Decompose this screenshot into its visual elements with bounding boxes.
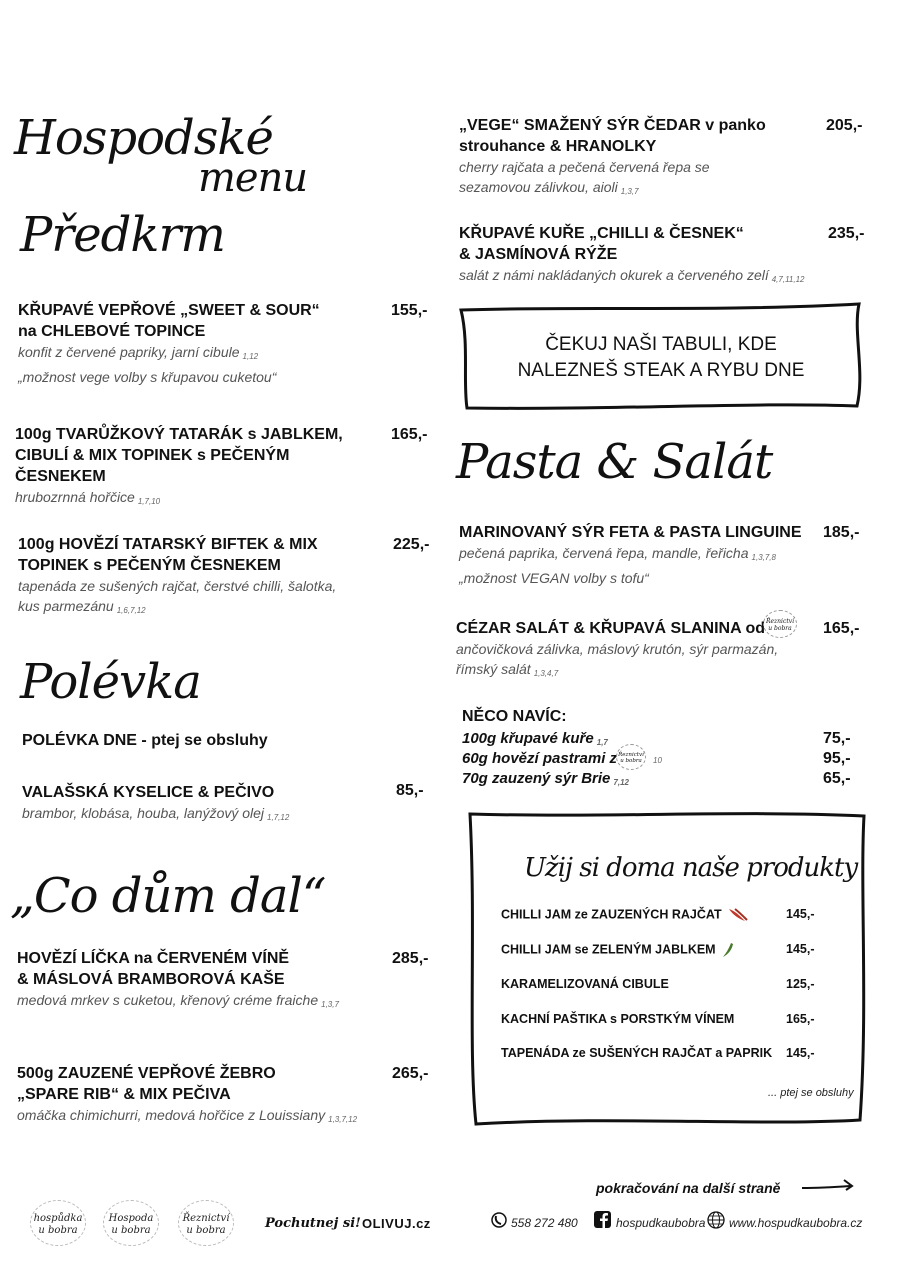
dish-description: sezamovou zálivkou, aioli 1,3,7: [459, 179, 639, 196]
menu-title-line1: Hospodské: [14, 110, 273, 166]
dish-name-line: VALAŠSKÁ KYSELICE & PEČIVO: [22, 784, 275, 801]
dish-name-line: CIBULÍ & MIX TOPINEK s PEČENÝM: [15, 447, 290, 464]
product-item: CHILLI JAM se ZELENÝM JABLKEM: [501, 942, 735, 958]
chili-icon: [721, 942, 735, 958]
footer-phone[interactable]: 558 272 480: [511, 1216, 578, 1230]
dish-name-line: KŘUPAVÉ KUŘE „CHILLI & ČESNEK“: [459, 225, 744, 242]
dish-description: kus parmezánu 1,6,7,12: [18, 598, 146, 615]
dish-price: 285,-: [392, 950, 429, 967]
product-price: 145,-: [786, 907, 815, 921]
dish-price: 165,-: [391, 426, 428, 443]
phone-icon: [491, 1212, 507, 1228]
dish-price: 185,-: [823, 524, 860, 541]
arrow-right-icon: [800, 1176, 856, 1194]
logo-reznictvi-u-bobra: Řeznictví u bobra: [178, 1200, 234, 1246]
extras-title: NĚCO NAVÍC:: [462, 708, 567, 725]
dish-price: 165,-: [823, 620, 860, 637]
extra-allergens: 10: [653, 756, 662, 765]
product-price: 145,-: [786, 1046, 815, 1060]
product-price: 125,-: [786, 977, 815, 991]
dish-name-line: MARINOVANÝ SÝR FETA & PASTA LINGUINE: [459, 524, 802, 541]
dish-description: salát z námi nakládaných okurek a červeného zelí 4,7,11,12: [459, 267, 805, 284]
product-price: 145,-: [786, 942, 815, 956]
extra-price: 95,-: [823, 750, 851, 767]
product-item: TAPENÁDA ze SUŠENÝCH RAJČAT a PAPRIK: [501, 1046, 773, 1060]
dish-description: římský salát 1,3,4,7: [456, 661, 559, 678]
dish-polevka-1: [22, 730, 268, 751]
dish-predkrm-3: [18, 534, 336, 621]
footer-facebook[interactable]: hospudkaubobra: [616, 1216, 706, 1230]
dish-name-line: ČESNEKEM: [15, 468, 106, 485]
board-line: ČEKUJ NAŠI TABULI, KDE: [545, 334, 777, 355]
dish-right-1: [459, 115, 766, 202]
dish-description: cherry rajčata a pečená červená řepa se: [459, 159, 710, 175]
dish-price: 155,-: [391, 302, 428, 319]
butcher-badge-logo: Řeznictví u bobra: [616, 744, 646, 770]
dish-name-line: 500g ZAUZENÉ VEPŘOVÉ ŽEBRO: [17, 1065, 276, 1082]
products-note: ... ptej se obsluhy: [768, 1087, 854, 1099]
logo-pochutnej-si: Pochutnej si!: [265, 1216, 361, 1231]
facebook-icon: [594, 1211, 611, 1228]
dish-name-line: POLÉVKA DNE - ptej se obsluhy: [22, 732, 268, 749]
dish-name-line: & JASMÍNOVÁ RÝŽE: [459, 246, 618, 263]
dish-name-line: & MÁSLOVÁ BRAMBOROVÁ KAŠE: [17, 971, 285, 988]
globe-icon: [707, 1211, 725, 1229]
dish-name-line: CÉZAR SALÁT & KŘUPAVÁ SLANINA od: [456, 620, 766, 637]
dish-name-line: KŘUPAVÉ VEPŘOVÉ „SWEET & SOUR“: [18, 302, 320, 319]
butcher-badge-logo: Řeznictví u bobra: [763, 610, 797, 638]
dish-price: 225,-: [393, 536, 430, 553]
dish-name-line: 100g HOVĚZÍ TATARSKÝ BIFTEK & MIX: [18, 536, 318, 553]
extra-item: 100g křupavé kuře 1,7: [462, 730, 608, 747]
dish-description: tapenáda ze sušených rajčat, čerstvé chilli, šalotka,: [18, 578, 337, 594]
product-item: CHILLI JAM ze ZAUZENÝCH RAJČAT: [501, 907, 749, 923]
dish-description: „možnost VEGAN volby s tofu“: [459, 570, 649, 586]
dish-price: 85,-: [396, 782, 424, 799]
continue-note: pokračování na další straně: [596, 1180, 781, 1196]
dish-polevka-2: [22, 782, 289, 828]
product-item: KACHNÍ PAŠTIKA s PORSTKÝM VÍNEM: [501, 1012, 735, 1026]
extra-item: 70g zauzený sýr Brie 7,12: [462, 770, 629, 787]
dish-predkrm-2: [15, 424, 343, 512]
products-title: Užij si doma naše produkty: [524, 853, 858, 883]
dish-name-line: na CHLEBOVÉ TOPINCE: [18, 323, 206, 340]
dish-description: medová mrkev s cuketou, křenový créme fraiche 1,3,7: [17, 992, 339, 1009]
dish-description: konfit z červené papriky, jarní cibule 1,12: [18, 344, 259, 361]
dish-name-line: „SPARE RIB“ & MIX PEČIVA: [17, 1086, 231, 1103]
footer-web[interactable]: www.hospudkaubobra.cz: [729, 1216, 863, 1230]
menu-title-line2: menu: [198, 155, 308, 201]
section-pasta-salat: Pasta & Salát: [456, 434, 773, 490]
chili-icon: [727, 907, 749, 923]
board-notice: [455, 332, 867, 384]
dish-price: 235,-: [828, 225, 865, 242]
dish-description: brambor, klobása, houba, lanýžový olej 1,7,12: [22, 805, 290, 822]
dish-co-dum-dal-1: [17, 948, 339, 1015]
dish-name-line: HOVĚZÍ LÍČKA na ČERVENÉM VÍNĚ: [17, 950, 290, 967]
dish-right-2: [459, 223, 805, 290]
dish-description: omáčka chimichurri, medová hořčice z Louissiany 1,3,7,12: [17, 1107, 358, 1124]
extra-price: 75,-: [823, 730, 851, 747]
dish-name-line: strouhance & HRANOLKY: [459, 138, 657, 155]
product-price: 165,-: [786, 1012, 815, 1026]
dish-pasta-2: [456, 618, 778, 684]
product-item: KARAMELIZOVANÁ CIBULE: [501, 977, 669, 991]
logo-hospudka-u-bobra: hospůdka u bobra: [30, 1200, 86, 1246]
dish-description: „možnost vege volby s křupavou cuketou“: [18, 369, 277, 385]
dish-name-line: „VEGE“ SMAŽENÝ SÝR ČEDAR v panko: [459, 117, 766, 134]
dish-pasta-1: [459, 522, 802, 588]
section-co-dum-dal: „Co dům dal“: [10, 868, 326, 924]
dish-price: 205,-: [826, 117, 863, 134]
dish-description: ančovičková zálivka, máslový krutón, sýr parmazán,: [456, 641, 779, 657]
section-predkrm: Předkrm: [20, 207, 225, 263]
board-line: NALEZNEŠ STEAK A RYBU DNE: [517, 360, 805, 381]
dish-price: 265,-: [392, 1065, 429, 1082]
dish-description: hrubozrnná hořčice 1,7,10: [15, 489, 161, 506]
dish-name-line: 100g TVARŮŽKOVÝ TATARÁK s JABLKEM,: [15, 426, 343, 443]
dish-description: pečená paprika, červená řepa, mandle, řeřicha 1,3,7,8: [459, 545, 776, 562]
dish-name-line: TOPINEK s PEČENÝM ČESNEKEM: [18, 557, 281, 574]
logo-olivuj: OLIVUJ.cz: [362, 1216, 431, 1231]
logo-hospoda-u-bobra: Hospoda u bobra: [103, 1200, 159, 1246]
dish-predkrm-1: [18, 300, 320, 387]
extra-price: 65,-: [823, 770, 851, 787]
section-polevka: Polévka: [20, 654, 201, 710]
dish-co-dum-dal-2: [17, 1063, 357, 1130]
extra-item: 60g hovězí pastrami z: [462, 750, 618, 767]
